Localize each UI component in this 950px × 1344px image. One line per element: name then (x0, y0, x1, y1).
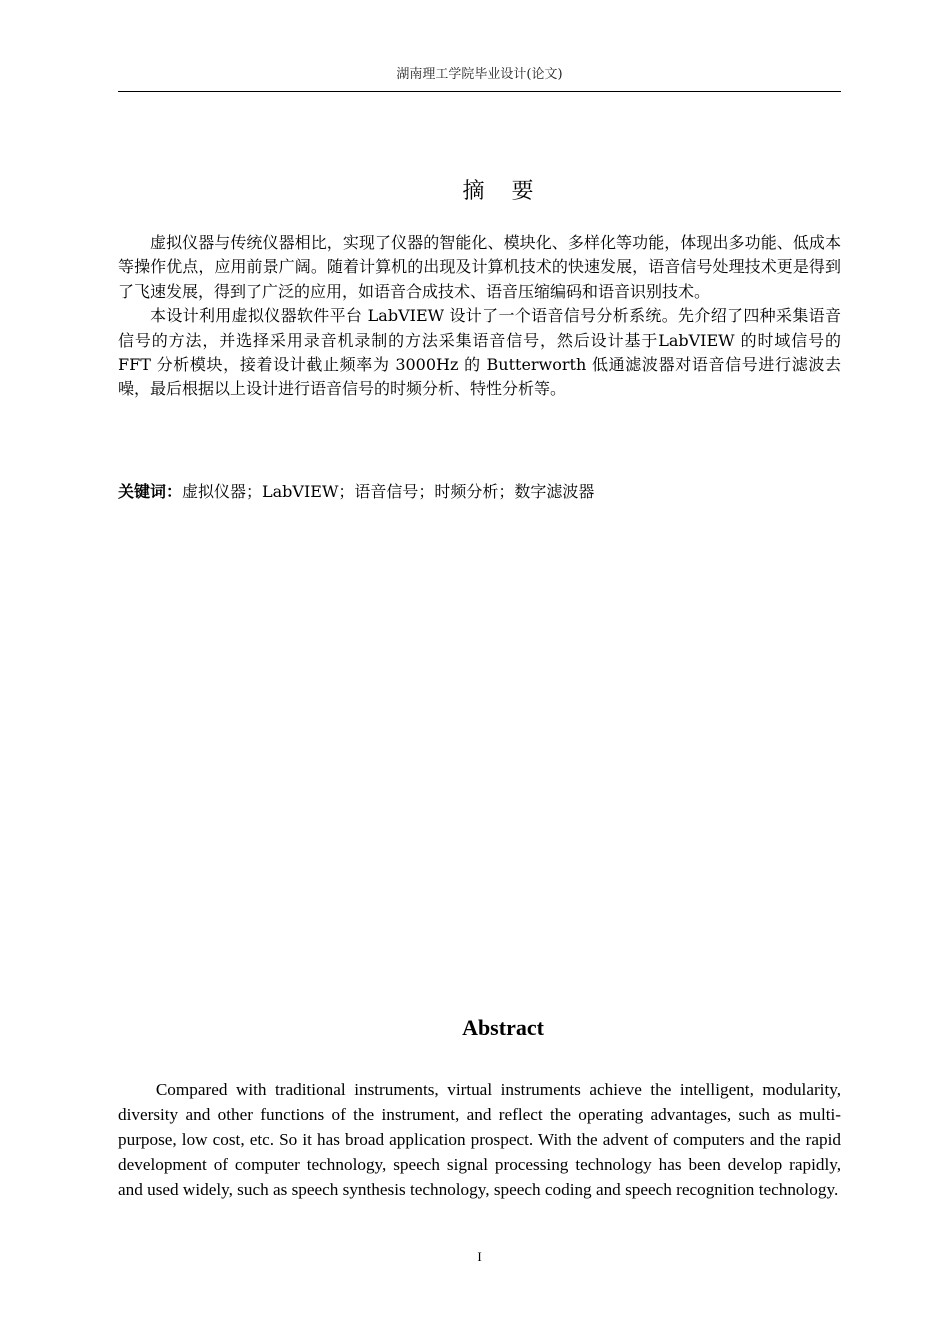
abstract-cn-title: 摘 要 (462, 179, 544, 204)
abstract-en-body (118, 1077, 841, 1202)
abstract-cn-body (118, 231, 841, 402)
keywords-text: 虚拟仪器；LabVIEW；语音信号；时频分析；数字滤波器 (182, 482, 595, 501)
abstract-en-paragraph: Compared with traditional instruments, virtual instruments achieve the intelligent, modularity, diversity and other functions of the instrument, and reflect the operating advantages, such as multi-purpose, low cost, etc. So it has broad application prospect. With the advent of computers and the rapid development of computer technology, speech signal processing technology has been develop rapidly, and used widely, such as speech synthesis technology, speech coding and speech recognition technology. (118, 1080, 841, 1199)
abstract-cn-paragraph: 虚拟仪器与传统仪器相比，实现了仪器的智能化、模块化、多样化等功能，体现出多功能、低成本等操作优点，应用前景广阔。随着计算机的出现及计算机技术的快速发展，语音信号处理技术更是得到了飞速发展，得到了广泛的应用，如语音合成技术、语音压缩编码和语音识别技术。 (118, 233, 841, 301)
abstract-en-title: Abstract (462, 1015, 544, 1040)
page-number: I (477, 1249, 482, 1264)
keywords-label: 关键词： (118, 482, 183, 501)
keywords-line (118, 480, 841, 504)
page-header: 湖南理工学院毕业设计(论文) (396, 67, 563, 82)
abstract-cn-paragraph: 本设计利用虚拟仪器软件平台 LabVIEW 设计了一个语音信号分析系统。先介绍了四种采集语音信号的方法，并选择采用录音机录制的方法采集语音信号，然后设计基于LabVIEW 的时域信号的 FFT 分析模块，接着设计截止频率为 3000Hz 的 Butterworth 低通滤波器对语音信号进行滤波去噪，最后根据以上设计进行语音信号的时频分析、特性分析等。 (118, 306, 841, 399)
header-divider (118, 91, 841, 92)
